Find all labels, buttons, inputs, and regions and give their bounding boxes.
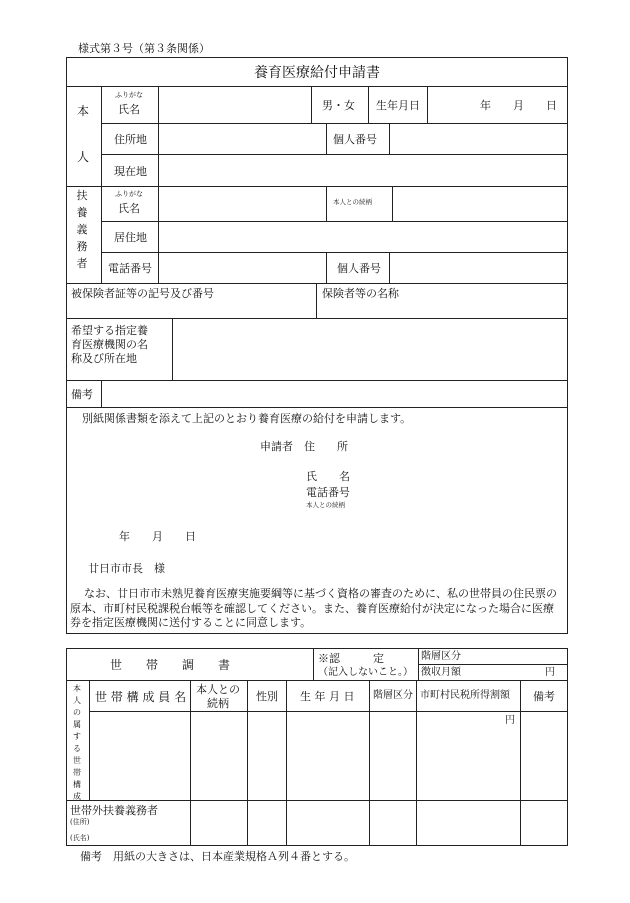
- member-birth-field[interactable]: [287, 712, 368, 799]
- footnote: 備考 用紙の大きさは、日本産業規格Ａ列４番とする。: [80, 850, 355, 863]
- sex-select[interactable]: 男・女: [322, 99, 355, 112]
- current-location-field[interactable]: [159, 155, 566, 185]
- form-title: 養育医療給付申請書: [254, 65, 380, 81]
- guardian-name-label: 氏名: [118, 202, 140, 215]
- applicant-name-label: 氏 名: [306, 470, 350, 483]
- insured-number-label: 被保険者証等の記号及び番号: [71, 287, 214, 300]
- application-date[interactable]: 年 月 日: [119, 530, 196, 543]
- member-relation-field[interactable]: [191, 712, 246, 799]
- residence-field[interactable]: [159, 222, 566, 251]
- member-tier-field[interactable]: [370, 712, 415, 799]
- monthly-fee-label: 徴収月額: [421, 667, 461, 678]
- address-field[interactable]: [159, 124, 325, 153]
- certification-label: ※認 定: [318, 652, 384, 665]
- current-location-label: 現在地: [114, 165, 147, 178]
- birth-label: 生年月日: [376, 99, 420, 112]
- col-birth: 生 年 月 日: [300, 690, 355, 703]
- col-remarks: 備考: [533, 690, 555, 703]
- tel-field[interactable]: [159, 253, 325, 282]
- name-field[interactable]: [159, 87, 310, 122]
- member-tax-field[interactable]: [417, 724, 519, 799]
- col-sex: 性別: [256, 690, 278, 703]
- yen-unit: 円: [545, 667, 555, 678]
- furigana-label-2: ふりがな: [115, 190, 143, 198]
- col-relation-2: 続柄: [207, 697, 229, 710]
- member-name-field[interactable]: [90, 712, 189, 799]
- birth-date-field[interactable]: 年 月 日: [480, 99, 557, 112]
- certification-note: （記入しないこと。）: [318, 667, 413, 678]
- applicant-relation-label: 本人との続柄: [306, 501, 345, 509]
- mynumber-field-2[interactable]: [390, 253, 566, 282]
- applicant-tel-label: 電話番号: [306, 486, 350, 499]
- furigana-label: ふりがな: [115, 91, 143, 99]
- col-tier: 階層区分: [373, 690, 413, 701]
- remarks-field[interactable]: [102, 381, 566, 406]
- declaration-text: 別紙関係書類を添えて上記のとおり養育医療の給付を申請します。: [82, 412, 412, 425]
- member-remarks-field[interactable]: [521, 712, 566, 799]
- household-title: 世 帯 調 書: [110, 658, 231, 672]
- institution-field[interactable]: [173, 319, 566, 379]
- outside-address-label: (住所): [70, 818, 90, 826]
- institution-label: 希望する指定養 育医療機関の名 称及び所在地: [71, 324, 148, 365]
- honnin-label-1: 本: [77, 104, 90, 118]
- mayor-address: 廿日市市長 様: [88, 562, 165, 575]
- insured-number-field[interactable]: [67, 300, 315, 317]
- residence-label: 居住地: [114, 231, 147, 244]
- guardian-name-field[interactable]: [159, 187, 325, 220]
- col-member-name: 世 帯 構 成 員 名: [95, 690, 187, 704]
- member-sex-field[interactable]: [248, 712, 285, 799]
- insurer-name-field[interactable]: [317, 300, 566, 317]
- name-label: 氏名: [118, 103, 140, 116]
- form-number: 様式第３号（第３条関係）: [78, 42, 210, 55]
- applicant-address-label: 申請者 住 所: [260, 440, 348, 453]
- relation-field[interactable]: [393, 187, 566, 220]
- honnin-label-2: 人: [77, 150, 90, 164]
- col-relation-1: 本人との: [196, 683, 240, 696]
- consent-text: なお、廿日市市未熟児養育医療実施要綱等に基づく資格の審査のために、私の世帯員の住民票の 原本、市町村民税課税台帳等を確認してください。また、養育医療給付が決定になった場合に医療 券を指定医療機関に送付することに同意します。: [70, 587, 557, 629]
- outside-guardian-label: 世帯外扶養義務者: [70, 804, 158, 817]
- col-tax: 市町村民税所得割額: [420, 690, 510, 701]
- mynumber-field[interactable]: [390, 124, 566, 153]
- relation-label: 本人との続柄: [333, 198, 372, 206]
- insurer-name-label: 保険者等の名称: [322, 287, 399, 300]
- mynumber-label-2: 個人番号: [337, 262, 381, 275]
- tel-label: 電話番号: [108, 262, 152, 275]
- outside-name-label: (氏名): [70, 834, 90, 842]
- tier-label: 階層区分: [421, 651, 461, 662]
- address-label: 住所地: [114, 133, 147, 146]
- tax-yen-unit: 円: [505, 715, 515, 726]
- mynumber-label: 個人番号: [333, 133, 377, 146]
- remarks-label: 備考: [71, 388, 93, 401]
